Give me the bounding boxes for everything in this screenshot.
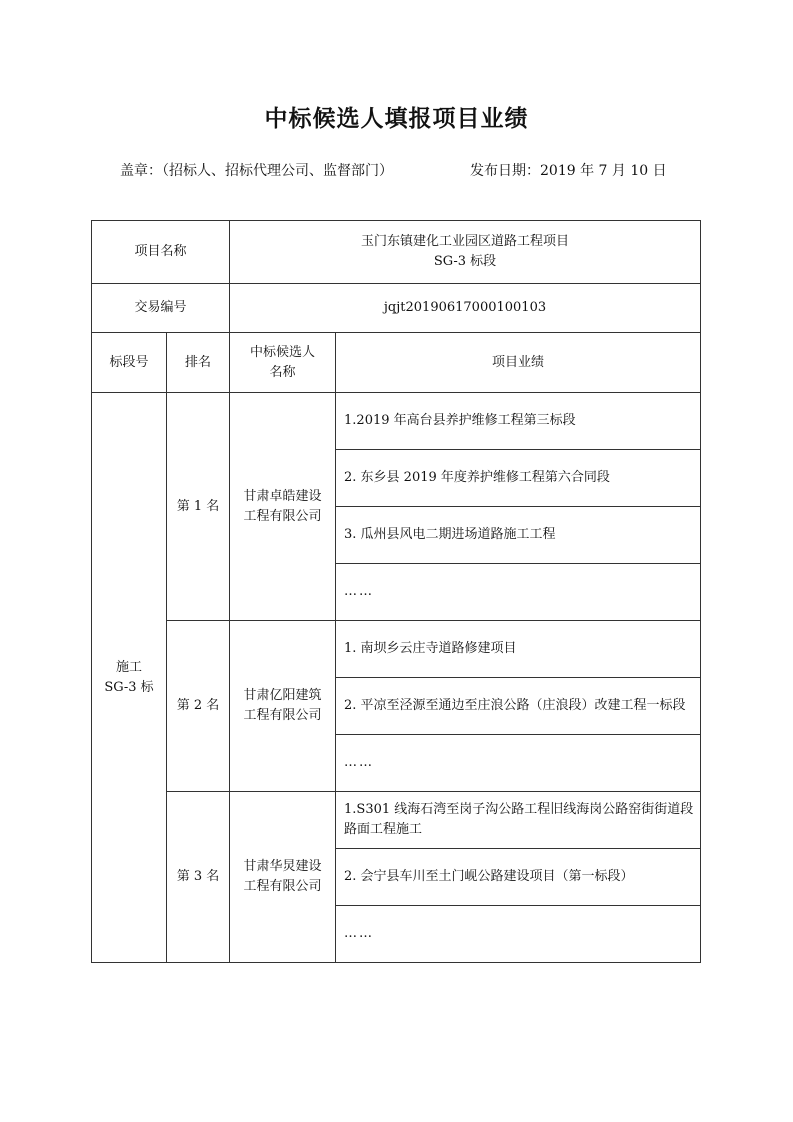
candidate-name-line1: 甘肃华炅建设 xyxy=(243,859,322,874)
header-candidate-line1: 中标候选人 xyxy=(250,344,316,360)
header-rank: 排名 xyxy=(167,333,230,393)
page-title: 中标候选人填报项目业绩 xyxy=(264,106,529,132)
candidate-name-line2: 工程有限公司 xyxy=(243,879,322,894)
rank-cell: 第 2 名 xyxy=(167,621,230,792)
table-row xyxy=(92,792,701,849)
header-candidate-line2: 名称 xyxy=(269,364,296,380)
performance-item: 2. 会宁县车川至土门岘公路建设项目（第一标段） xyxy=(336,849,701,906)
header-row xyxy=(92,333,701,393)
trade-no-row xyxy=(92,284,701,333)
table-row xyxy=(92,393,701,450)
header-section-no: 标段号 xyxy=(92,333,167,393)
candidate-name-line1: 甘肃亿阳建筑 xyxy=(243,688,322,703)
section-line1: 施工 xyxy=(115,659,142,675)
candidate-name-cell xyxy=(230,621,336,792)
performance-table xyxy=(91,220,701,963)
project-name-line2: SG-3 标段 xyxy=(433,254,497,269)
performance-item: 2. 东乡县 2019 年度养护维修工程第六合同段 xyxy=(336,450,701,507)
performance-item: 3. 瓜州县风电二期进场道路施工工程 xyxy=(336,507,701,564)
performance-item: 2. 平凉至泾源至通边至庄浪公路（庄浪段）改建工程一标段 xyxy=(336,678,701,735)
performance-item-ellipsis: …… xyxy=(336,906,701,963)
project-name-row xyxy=(92,221,701,284)
publish-date: 发布日期：2019 年 7 月 10 日 xyxy=(470,163,667,179)
candidate-name-line2: 工程有限公司 xyxy=(243,508,322,524)
performance-item: 1.2019 年高台县养护维修工程第三标段 xyxy=(336,393,701,450)
section-line2: SG-3 标 xyxy=(104,679,154,695)
header-performance: 项目业绩 xyxy=(336,333,701,393)
project-name-line1: 玉门东镇建化工业园区道路工程项目 xyxy=(361,234,570,249)
header-candidate xyxy=(230,333,336,393)
performance-item: 1. 南坝乡云庄寺道路修建项目 xyxy=(336,621,701,678)
candidate-name-line2: 工程有限公司 xyxy=(243,708,322,723)
performance-item-ellipsis: …… xyxy=(336,564,701,621)
seal-line: 盖章：（招标人、招标代理公司、监督部门） xyxy=(120,163,393,179)
project-name-label: 项目名称 xyxy=(92,221,230,284)
candidate-name-line1: 甘肃卓皓建设 xyxy=(243,488,322,504)
candidate-name-cell xyxy=(230,792,336,963)
section-cell xyxy=(92,393,167,963)
rank-cell: 第 1 名 xyxy=(167,393,230,621)
performance-item-ellipsis: …… xyxy=(336,735,701,792)
table-row xyxy=(92,621,701,678)
candidate-name-cell xyxy=(230,393,336,621)
trade-no-label: 交易编号 xyxy=(92,284,230,333)
trade-no-value: jqjt20190617000100103 xyxy=(230,284,701,333)
project-name-value xyxy=(230,221,701,284)
performance-item: 1.S301 线海石湾至岗子沟公路工程旧线海岗公路窑街街道段路面工程施工 xyxy=(336,792,701,849)
rank-cell: 第 3 名 xyxy=(167,792,230,963)
